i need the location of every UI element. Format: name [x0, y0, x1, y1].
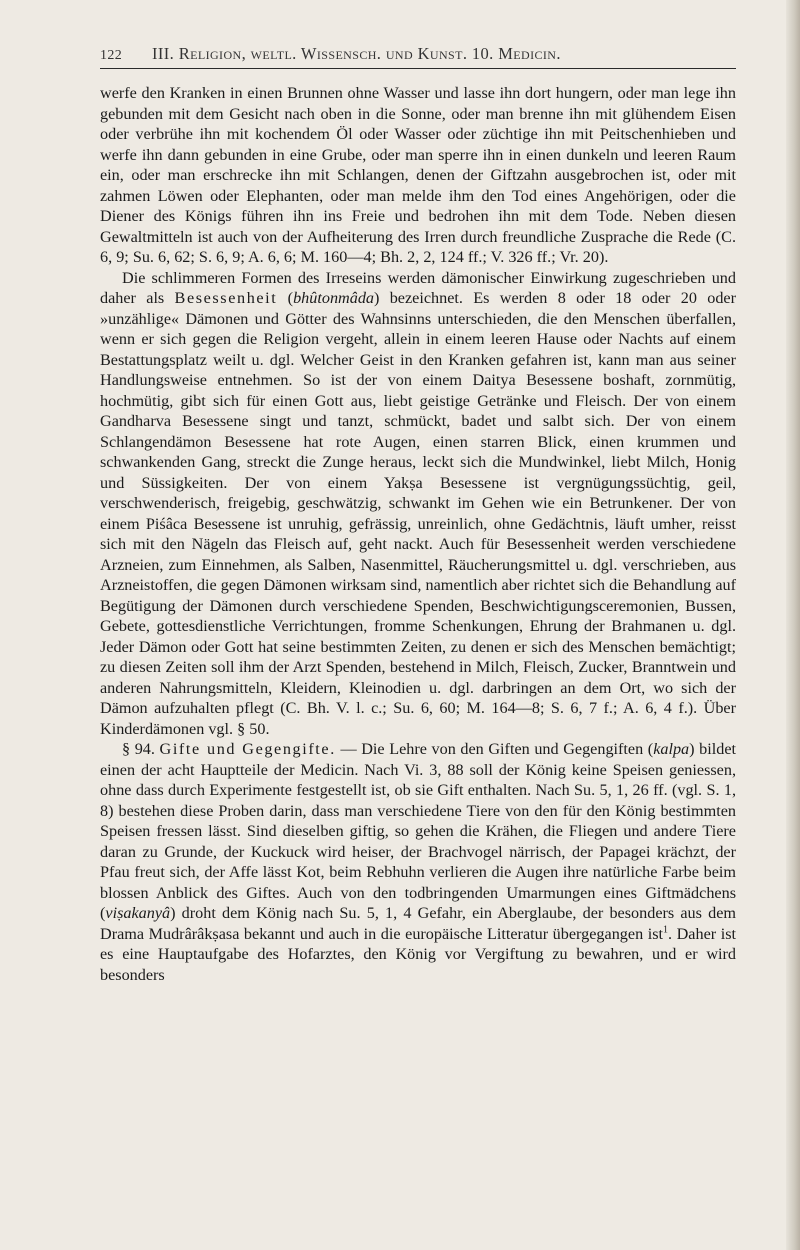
- running-header: [100, 44, 736, 69]
- body-text: [100, 83, 736, 985]
- section-94-text-b: ) bildet einen der acht Hauptteile der Medicin. Nach Vi. 3, 88 soll der König keine Speisen geniessen, ohne dass durch Experimente festgestellt ist, ob sie Gift enthalten. Nach Su. 5, 1, 26 ff. (vgl. S. 1, 8) bestehen diese Proben darin, dass man verschiedene Tiere von den für den König bestimmten Speisen fressen lässt. Sind dieselben giftig, so gehen die Krähen, die Fliegen und andere Tiere daran zu Grunde, der Kuckuck wird heiser, der Brachvogel närrisch, der Papagei krächzt, der Pfau freut sich, der Affe lässt Kot, beim Rebhuhn verlieren die Augen ihre natürliche Farbe beim blossen Anblick des Giftes. Auch von den todbringenden Umarmungen eines Giftmädchens (: [100, 740, 737, 922]
- paragraph-2: [100, 268, 736, 740]
- paragraph-2-text-b: (: [277, 289, 294, 307]
- term-bhutonmada: bhûtonmâda: [293, 289, 375, 307]
- section-heading: Gifte und Gegengifte.: [159, 740, 336, 758]
- page-number: 122: [100, 48, 123, 63]
- page-edge: [786, 0, 800, 1250]
- paragraph-2-text-c: ) bezeichnet. Es werden 8 oder 18 oder 20 oder »unzählige« Dämonen und Götter des Wahnsinns unterschieden, die den Menschen überfallen, wenn er sich gegen die Religion vergeht, allein in einem leeren Hause oder Nachts auf einem Bestattungsplatz weilt u. dgl. Welcher Geist in den Kranken gefahren ist, kann man aus seiner Handlungsweise entnehmen. So ist der von einem Daitya Besessene boshaft, zornmütig, hochmütig, gibt sich für einen Gott aus, liebt geistige Getränke und Fleisch. Der von einem Gandharva Besessene singt und tanzt, schmückt, badet und salbt sich. Der von einem Schlangendämon Besessene hat rote Augen, einen starren Blick, einen krummen und schwankenden Gang, streckt die Zunge heraus, leckt sich die Mundwinkel, liebt Milch, Honig und Süssigkeiten. Der von einem Yakṣa Besessene ist vergnügungssüchtig, geil, verschwenderisch, freigebig, geschwätzig, schwankt im Gehen wie ein Betrunkener. Der von einem Piśâca Besessene ist unruhig, gefrässig, unreinlich, ohne Gedächtnis, läuft umher, reisst sich mit den Nägeln das Fleisch auf, geht nackt. Auch für Besessenheit werden verschiedene Arzneien, zum Einnehmen, als Salben, Nasenmittel, Räucherungsmittel u. dgl. verschrieben, aus Arzneistoffen, die gegen Dämonen wirksam sind, namentlich aber richtet sich die Behandlung auf Begütigung der Dämonen durch verschiedene Spenden, Beschwichtigungsceremonien, Bussen, Gebete, gottesdienstliche Verrichtungen, fromme Schenkungen, Ehrung der Brahmanen u. dgl. Jeder Dämon oder Gott hat seine bestimmten Zeiten, zu denen er sich des Menschen bemächtigt; zu diesen Zeiten soll ihm der Arzt Spenden, bestehend in Milch, Fleisch, Zucker, Branntwein und anderen Nahrungsmitteln, Kleidern, Kleinodien u. dgl. darbringen an dem Ort, wo sich der Dämon aufzuhalten pflegt (C. Bh. V. l. c.; Su. 6, 60; M. 164—8; S. 6, 7 f.; A. 6, 4 f.). Über Kinderdämonen vgl. § 50.: [100, 289, 736, 738]
- term-kalpa: kalpa: [653, 740, 690, 758]
- paragraph-1: werfe den Kranken in einen Brunnen ohne Wasser und lasse ihn dort hungern, oder man lege ihn gebunden mit dem Gesicht nach oben in die Sonne, oder man brenne ihn mit glühendem Eisen oder verbrühe ihn mit kochendem Öl oder Wasser oder züchtige ihn mit Peitschenhieben und werfe ihn dann gebunden in eine Grube, oder man sperre ihn in einen dunkeln und leeren Raum ein, oder man erschrecke ihn mit Schlangen, denen der Giftzahn ausgebrochen ist, oder mit zahmen Löwen oder Elephanten, oder man melde ihm den Tod eines Angehörigen, oder die Diener des Königs führen ihn ins Freie und bedrohen ihn mit dem Tode. Neben diesen Gewaltmitteln ist auch von der Aufheiterung des Irren durch freundliche Zusprache die Rede (C. 6, 9; Su. 6, 62; S. 6, 9; A. 6, 6; M. 160—4; Bh. 2, 2, 124 ff.; V. 326 ff.; Vr. 20).: [100, 84, 736, 266]
- running-title: III. Religion, weltl. Wissensch. und Kunst. 10. Medicin.: [152, 44, 561, 63]
- term-besessenheit: Besessenheit: [174, 289, 278, 307]
- section-94-text-c: ) droht dem König nach Su. 5, 1, 4 Gefahr, ein Aberglaube, der besonders aus dem Drama Mudrârâkṣasa bekannt und auch in die europäische Litteratur übergegangen ist: [100, 904, 736, 943]
- footnote-ref[interactable]: 1: [663, 924, 669, 936]
- section-94-text-a: — Die Lehre von den Giften und Gegengiften (: [335, 740, 654, 758]
- section-94-text-d: . Daher ist es eine Hauptaufgabe des Hofarztes, den König vor Vergiftung zu bewahren, und er wird besonders: [100, 924, 737, 984]
- paragraph-2-text-a: Die schlimmeren Formen des Irreseins werden dämonischer Einwirkung zugeschrieben und daher als: [100, 268, 736, 307]
- book-page: [100, 44, 736, 985]
- section-number: § 94.: [122, 740, 155, 758]
- section-94: [100, 739, 736, 985]
- term-visakanya: viṣakanyâ: [105, 904, 171, 922]
